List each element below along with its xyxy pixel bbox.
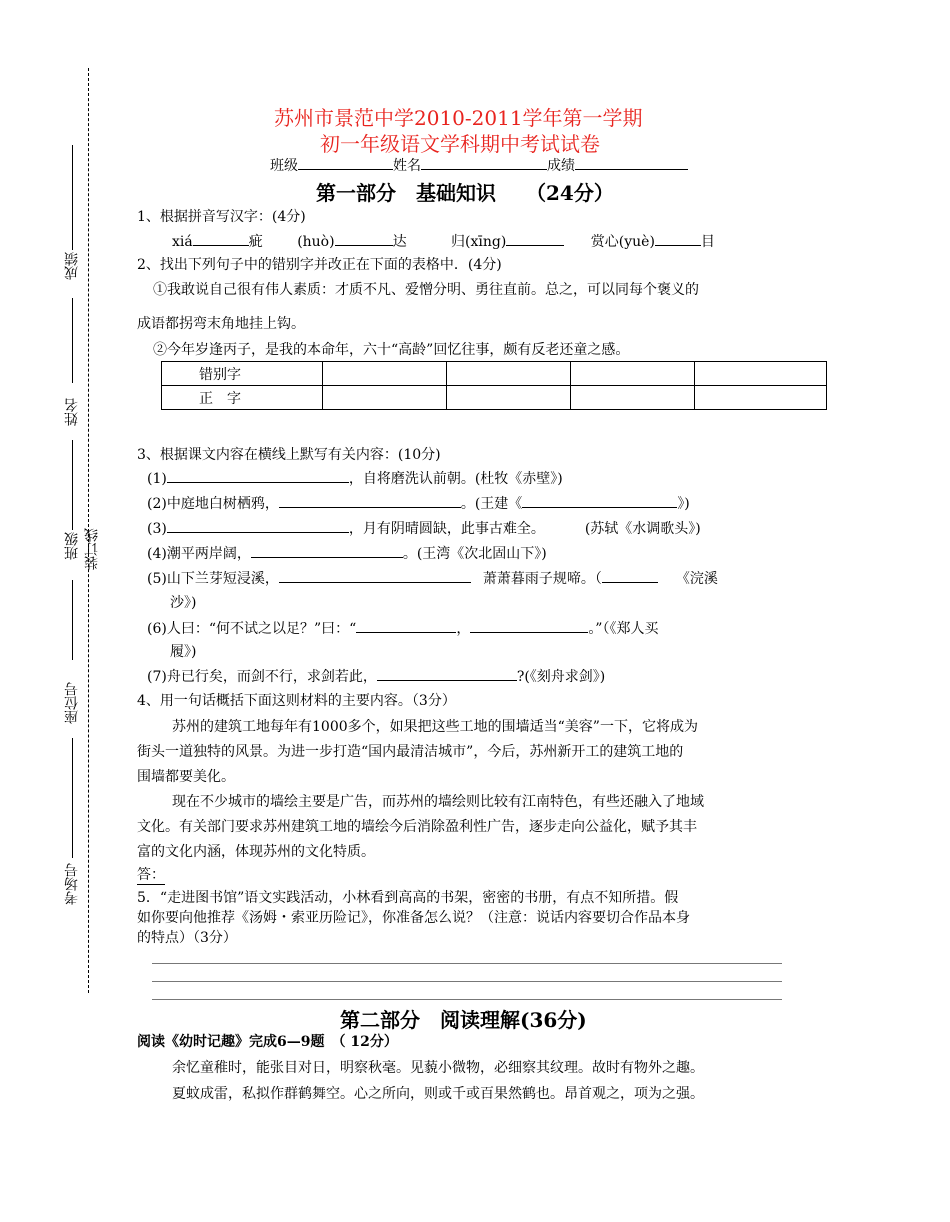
score-blank-line: [72, 145, 73, 250]
q5-line2: 如你要向他推荐《汤姆・索亚历险记》，你准备怎么说？（注意：说话内容要切合作品本身: [137, 910, 690, 926]
q4-para1-c: 围墙都要美化。: [137, 769, 235, 785]
q2-stem: 2、找出下列句子中的错别字并改正在下面的表格中．(4分): [137, 257, 502, 273]
row-label-correct: 正 字: [162, 386, 323, 410]
reading-title: 阅读《幼时记趣》完成6—9题 （ 12分）: [137, 1034, 398, 1050]
table-row: [162, 386, 827, 410]
score-blank[interactable]: [575, 154, 688, 170]
q3-line3: [147, 517, 701, 538]
q3-text-4a: (4)潮平两岸阔，: [147, 546, 251, 562]
exam-title-line1: 苏州市景范中学2010-2011学年第一学期: [274, 106, 643, 130]
q3-blank-4[interactable]: [251, 542, 403, 558]
margin-label-exam-room: 考场号: [64, 863, 80, 905]
score-lower-line: [72, 298, 73, 383]
q5-answer-line-2[interactable]: [152, 981, 782, 982]
q3-line4: [147, 542, 547, 563]
name-blank[interactable]: [421, 154, 547, 170]
q3-blank-5-author[interactable]: [602, 567, 658, 583]
q3-blank-7[interactable]: [377, 665, 517, 681]
student-info-line: [270, 154, 688, 175]
q3-line5: [147, 567, 718, 588]
q3-line2: [147, 492, 690, 513]
exam-title-line2: 初一年级语文学科期中考试试卷: [320, 132, 600, 156]
q4-para1-b: 街头一道独特的风景。为进一步打造“国内最清洁城市”，今后，苏州新开工的建筑工地的: [137, 744, 684, 760]
q2-sentence2: ②今年岁逢丙子，是我的本命年，六十“高龄”回忆往事，颇有反老还童之感。: [153, 342, 630, 358]
q1-blank-2[interactable]: [335, 230, 393, 246]
q1-char-mu: 目: [700, 234, 715, 250]
q5-line3: 的特点）（3分）: [137, 930, 237, 946]
answer-cell[interactable]: [323, 386, 447, 410]
class-label: 班级: [270, 158, 298, 174]
q4-stem: 4、用一句话概括下面这则材料的主要内容。（3分）: [137, 693, 456, 709]
q5-line1: 5．“走进图书馆”语文实践活动，小林看到高高的书架，密密的书册，有点不知所措。假: [137, 890, 679, 906]
margin-label-class: 班级: [64, 532, 80, 560]
reading-para1: 余忆童稚时，能张目对日，明察秋毫。见藐小微物，必细察其纹理。故时有物外之趣。: [172, 1060, 704, 1076]
q3-text-3: ，月有阴晴圆缺，此事古难全。: [348, 521, 545, 537]
q3-text-7a: (7)舟已行矣，而剑不行，求剑若此，: [147, 669, 377, 685]
answer-cell[interactable]: [447, 362, 571, 386]
q3-blank-2-title[interactable]: [522, 492, 677, 508]
part2-heading: 第二部分 阅读理解(36分): [340, 1008, 587, 1032]
q3-text-6c: 。”（《郑人买: [588, 621, 659, 637]
q4-para2-a: 现在不少城市的墙绘主要是广告，而苏州的墙绘则比较有江南特色，有些还融入了地域: [172, 794, 704, 810]
class-blank[interactable]: [298, 154, 393, 170]
q1-stem: 1、根据拼音写汉字：(4分): [137, 209, 306, 225]
q3-blank-1[interactable]: [167, 467, 349, 483]
q3-text-5b: 萧萧暮雨子规啼。（: [482, 571, 602, 587]
q1-pinyin-yue: 赏心(yuè): [590, 234, 655, 250]
reading-para2: 夏蚊成雷，私拟作群鹤舞空。心之所向，则或千或百果然鹤也。昂首观之，项为之强。: [172, 1086, 704, 1102]
margin-label-score: 成绩: [64, 252, 80, 280]
q4-answer-label[interactable]: 答：: [137, 864, 165, 885]
q3-line6: [147, 617, 658, 638]
answer-cell[interactable]: [571, 386, 695, 410]
margin-label-binding: 装订线: [84, 528, 100, 570]
q2-sentence1-b: 成语都拐弯末角地挂上钩。: [137, 316, 305, 332]
answer-cell[interactable]: [447, 386, 571, 410]
q3-line6-cont: 履》): [170, 644, 197, 660]
q1-items: [172, 230, 715, 251]
q4-para2-c: 富的文化内涵，体现苏州的文化特质。: [137, 844, 375, 860]
q3-text-4b: 。(王湾《次北固山下》): [402, 546, 547, 562]
q4-para1-a: 苏州的建筑工地每年有1000多个，如果把这些工地的围墙适当“美容”一下，它将成为: [172, 719, 698, 735]
q3-line5-cont: 沙》): [170, 595, 197, 611]
q1-char-ci: 疵: [248, 234, 263, 250]
q1-pinyin-xing: 归(xīng): [451, 234, 507, 250]
q3-text-7b: ?(《刻舟求剑》): [516, 669, 606, 685]
q2-correction-table: [161, 361, 827, 410]
q3-blank-6b[interactable]: [470, 617, 588, 633]
q5-answer-line-3[interactable]: [152, 999, 782, 1000]
q3-text-2c: 》): [677, 496, 690, 512]
q3-source-3: (苏轼《水调歌头》): [584, 521, 701, 537]
answer-cell[interactable]: [571, 362, 695, 386]
q5-answer-line-1[interactable]: [152, 963, 782, 964]
q1-blank-4[interactable]: [655, 230, 701, 246]
q3-line1: [147, 467, 563, 488]
q3-blank-2[interactable]: [279, 492, 461, 508]
q3-text-5c: 《浣溪: [675, 571, 718, 587]
part1-heading: 第一部分 基础知识 （24分）: [316, 181, 614, 205]
table-row: [162, 362, 827, 386]
q3-blank-5[interactable]: [279, 567, 471, 583]
q3-blank-3[interactable]: [167, 517, 349, 533]
answer-cell[interactable]: [695, 362, 827, 386]
q2-sentence1-a: ①我敢说自己很有伟人素质：才质不凡、爱憎分明、勇往直前。总之，可以同每个褒义的: [153, 282, 699, 298]
row-label-wrong: 错别字: [162, 362, 323, 386]
q3-blank-6a[interactable]: [356, 617, 456, 633]
q3-text-6a: (6)人曰：“何不试之以足？”曰：“: [147, 621, 357, 637]
class-blank-line: [72, 580, 73, 660]
q3-text-5a: (5)山下兰芽短浸溪，: [147, 571, 279, 587]
answer-cell[interactable]: [695, 386, 827, 410]
q3-text-6b: ，: [456, 621, 471, 637]
q3-num-3: (3): [147, 521, 167, 537]
q1-pinyin-xia: xiá: [172, 234, 193, 250]
q3-stem: 3、根据课文内容在横线上默写有关内容：(10分): [137, 447, 441, 463]
q3-line7: [147, 665, 605, 686]
q3-text-1: ，自将磨洗认前朝。(杜牧《赤壁》): [348, 471, 563, 487]
name-blank-line: [72, 440, 73, 530]
q1-pinyin-huo: (huò): [297, 234, 335, 250]
q1-blank-1[interactable]: [193, 230, 249, 246]
margin-label-seat: 座位号: [64, 682, 80, 724]
seat-blank-line: [72, 738, 73, 858]
answer-cell[interactable]: [323, 362, 447, 386]
score-label: 成绩: [547, 158, 575, 174]
q3-num-1: (1): [147, 471, 167, 487]
q3-text-2b: 。(王建《: [460, 496, 523, 512]
q4-para2-b: 文化。有关部门要求苏州建筑工地的墙绘今后消除盈利性广告，逐步走向公益化，赋予其丰: [137, 819, 697, 835]
q1-char-da: 达: [392, 234, 407, 250]
name-label: 姓名: [393, 158, 421, 174]
margin-label-name: 姓名: [64, 398, 80, 426]
q3-text-2a: (2)中庭地白树栖鸦，: [147, 496, 279, 512]
q1-blank-3[interactable]: [506, 230, 564, 246]
